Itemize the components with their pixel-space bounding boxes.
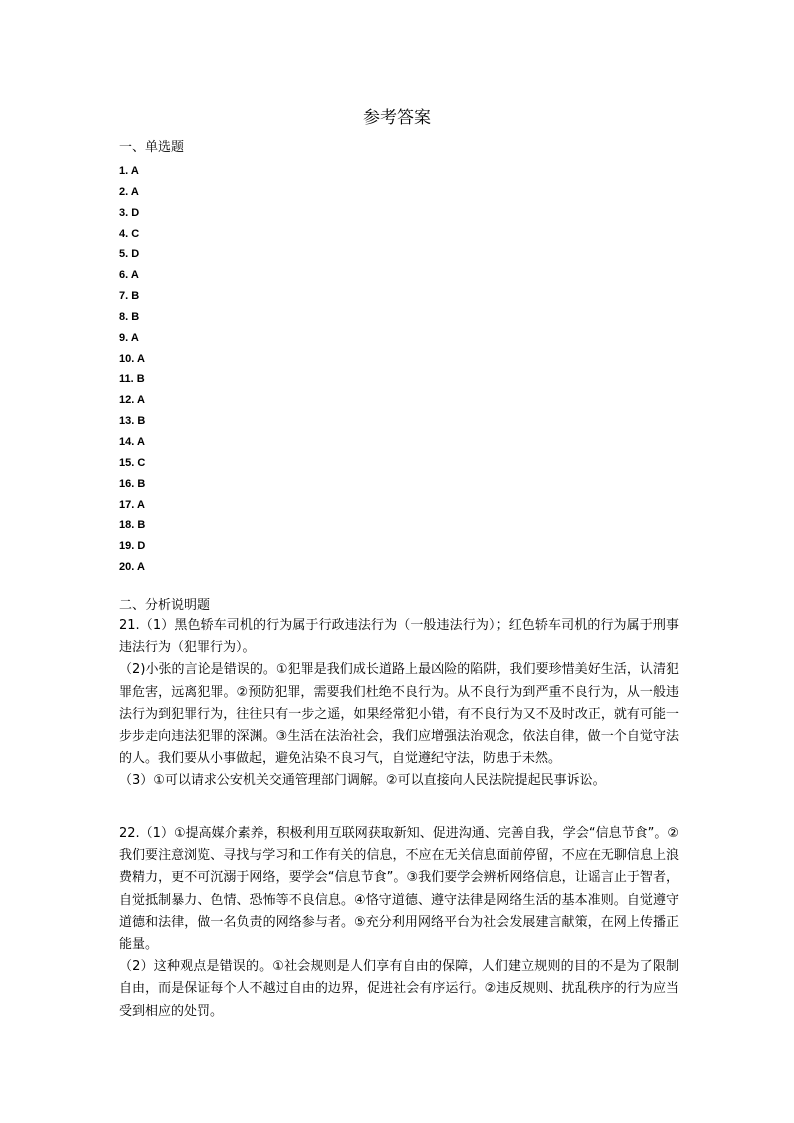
answer-item: 10. A bbox=[119, 352, 145, 365]
answer-item: 16. B bbox=[119, 477, 146, 490]
q22-part2: （2）这种观点是错误的。①社会规则是人们享有自由的保障，人们建立规则的目的不是为了限制自由，而是保证每个人不越过自由的边界，促进社会有序运行。②违反规则、扰乱秩序的行为应当受到相应的处罚。 bbox=[119, 959, 679, 1019]
question-21-answer bbox=[119, 615, 679, 793]
answer-item: 17. A bbox=[119, 498, 145, 511]
q21-part3: （3）①可以请求公安机关交通管理部门调解。②可以直接向人民法院提起民事诉讼。 bbox=[119, 773, 606, 789]
answer-item: 9. A bbox=[119, 331, 139, 344]
q21-part2: （2)小张的言论是错误的。①犯罪是我们成长道路上最凶险的陷阱，我们要珍惜美好生活，认清犯罪危害，远离犯罪。②预防犯罪，需要我们杜绝不良行为。从不良行为到严重不良行为，从一般违法行为到犯罪行为，往往只有一步之遥，如果经常犯小错，有不良行为又不及时改正，就有可能一步步走向违法犯罪的深渊。③生活在法治社会，我们应增强法治观念，依法自律，做一个自觉守法的人。我们要从小事做起，避免沾染不良习气，自觉遵纪守法，防患于未然。 bbox=[119, 662, 679, 767]
answer-item: 3. D bbox=[119, 206, 140, 219]
answer-item: 4. C bbox=[119, 227, 140, 240]
answer-item: 19. D bbox=[119, 540, 146, 553]
answer-item: 13. B bbox=[119, 415, 146, 428]
answer-item: 8. B bbox=[119, 310, 140, 323]
answer-item: 2. A bbox=[119, 185, 139, 198]
section-heading-analysis: 二、分析说明题 bbox=[119, 598, 211, 613]
answer-item: 1. A bbox=[119, 165, 139, 177]
q21-part1: 21.（1）黑色轿车司机的行为属于行政违法行为（一般违法行为）；红色轿车司机的行为属于刑事违法行为（犯罪行为）。 bbox=[119, 618, 679, 656]
answer-item: 20. A bbox=[119, 561, 145, 574]
q22-part1: 22.（1）①提高媒介素养，积极利用互联网获取新知、促进沟通、完善自我，学会“信息节食”。②我们要注意浏览、寻找与学习和工作有关的信息，不应在无关信息面前停留，不应在无聊信息上浪费精力，更不可沉溺于网络，要学会“信息节食”。③我们要学会辨析网络信息，让谣言止于智者，自觉抵制暴力、色情、恐怖等不良信息。④恪守道德、遵守法律是网络生活的基本准则。自觉遵守道德和法律，做一名负责的网络参与者。⑤充分利用网络平台为社会发展建言献策，在网上传播正能量。 bbox=[119, 826, 679, 953]
answer-item: 11. B bbox=[119, 373, 145, 386]
answer-list bbox=[119, 161, 145, 578]
answer-item: 15. C bbox=[119, 456, 146, 469]
answer-item: 6. A bbox=[119, 269, 139, 282]
answer-item: 5. D bbox=[119, 248, 140, 261]
page-title: 参考答案 bbox=[363, 108, 431, 128]
section-heading-single-choice: 一、单选题 bbox=[119, 140, 185, 155]
answer-item: 18. B bbox=[119, 519, 146, 532]
answer-item: 12. A bbox=[119, 394, 145, 407]
question-22-answer bbox=[119, 823, 679, 1023]
answer-item: 14. A bbox=[119, 435, 145, 448]
answer-item: 7. B bbox=[119, 290, 140, 303]
